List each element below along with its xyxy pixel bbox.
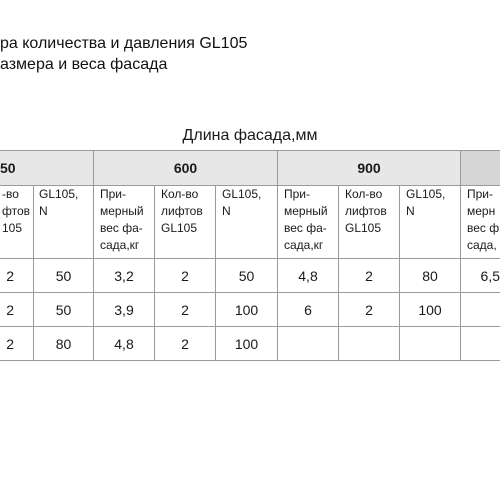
subheader-force: GL105, N — [222, 187, 262, 218]
table-cell — [461, 293, 500, 326]
table-cell — [339, 327, 399, 360]
subheader-weight: При- мерный вес фа- сада,кг — [100, 187, 144, 252]
table-cell: 2 — [6, 335, 14, 352]
subheader-lifts: Кол-во лифтов GL105 — [161, 187, 203, 235]
table-cell: 50 — [55, 267, 72, 284]
group-label: 50 — [0, 160, 16, 176]
table-caption: Длина фасада,мм — [182, 127, 318, 144]
table-cell: 50 — [238, 267, 255, 284]
group-header-900 — [278, 151, 460, 185]
subheader-lifts: Кол-во лифтов GL105 — [345, 187, 387, 235]
grid-line — [0, 360, 500, 361]
table-cell: 80 — [55, 335, 72, 352]
table-cell: 2 — [181, 335, 189, 352]
table-cell — [400, 327, 460, 360]
table-cell: 100 — [234, 335, 259, 352]
subheader-weight: При- мерный вес фа- сада,кг — [284, 187, 328, 252]
group-header-600 — [94, 151, 277, 185]
subheader-lifts-partial: -во фтов 105 — [2, 187, 31, 235]
table-cell: 3,2 — [114, 267, 134, 284]
document-title-line1: ра количества и давления GL105 — [0, 35, 248, 52]
table-cell: 4,8 — [114, 335, 134, 352]
table-cell: 2 — [365, 267, 373, 284]
subheader-force: GL105, N — [39, 187, 79, 218]
subheader-force: GL105, N — [406, 187, 446, 218]
table-cell: 3,9 — [114, 301, 134, 318]
document-title-line2: азмера и веса фасада — [0, 56, 168, 73]
grid-line — [0, 150, 500, 151]
table-cell: 2 — [181, 301, 189, 318]
table-cell: 80 — [422, 267, 438, 284]
table-cell — [278, 327, 338, 360]
group-label: 600 — [173, 160, 198, 176]
group-label: 900 — [357, 160, 381, 176]
table-cell: 6,5 — [480, 267, 500, 284]
table-cell: 2 — [181, 267, 189, 284]
table-cell: 100 — [418, 301, 442, 318]
group-header-first — [0, 151, 93, 185]
group-header-next — [461, 151, 500, 185]
table-cell: 100 — [234, 301, 259, 318]
table-cell: 50 — [55, 301, 72, 318]
table-cell: 2 — [365, 301, 373, 318]
table-cell: 2 — [6, 301, 14, 318]
table-cell: 6 — [304, 301, 312, 318]
subheader-weight-partial: При- мерн вес ф сада, — [467, 187, 500, 252]
table-cell — [461, 327, 500, 360]
table-cell: 2 — [6, 267, 14, 284]
table-cell: 4,8 — [298, 267, 318, 284]
